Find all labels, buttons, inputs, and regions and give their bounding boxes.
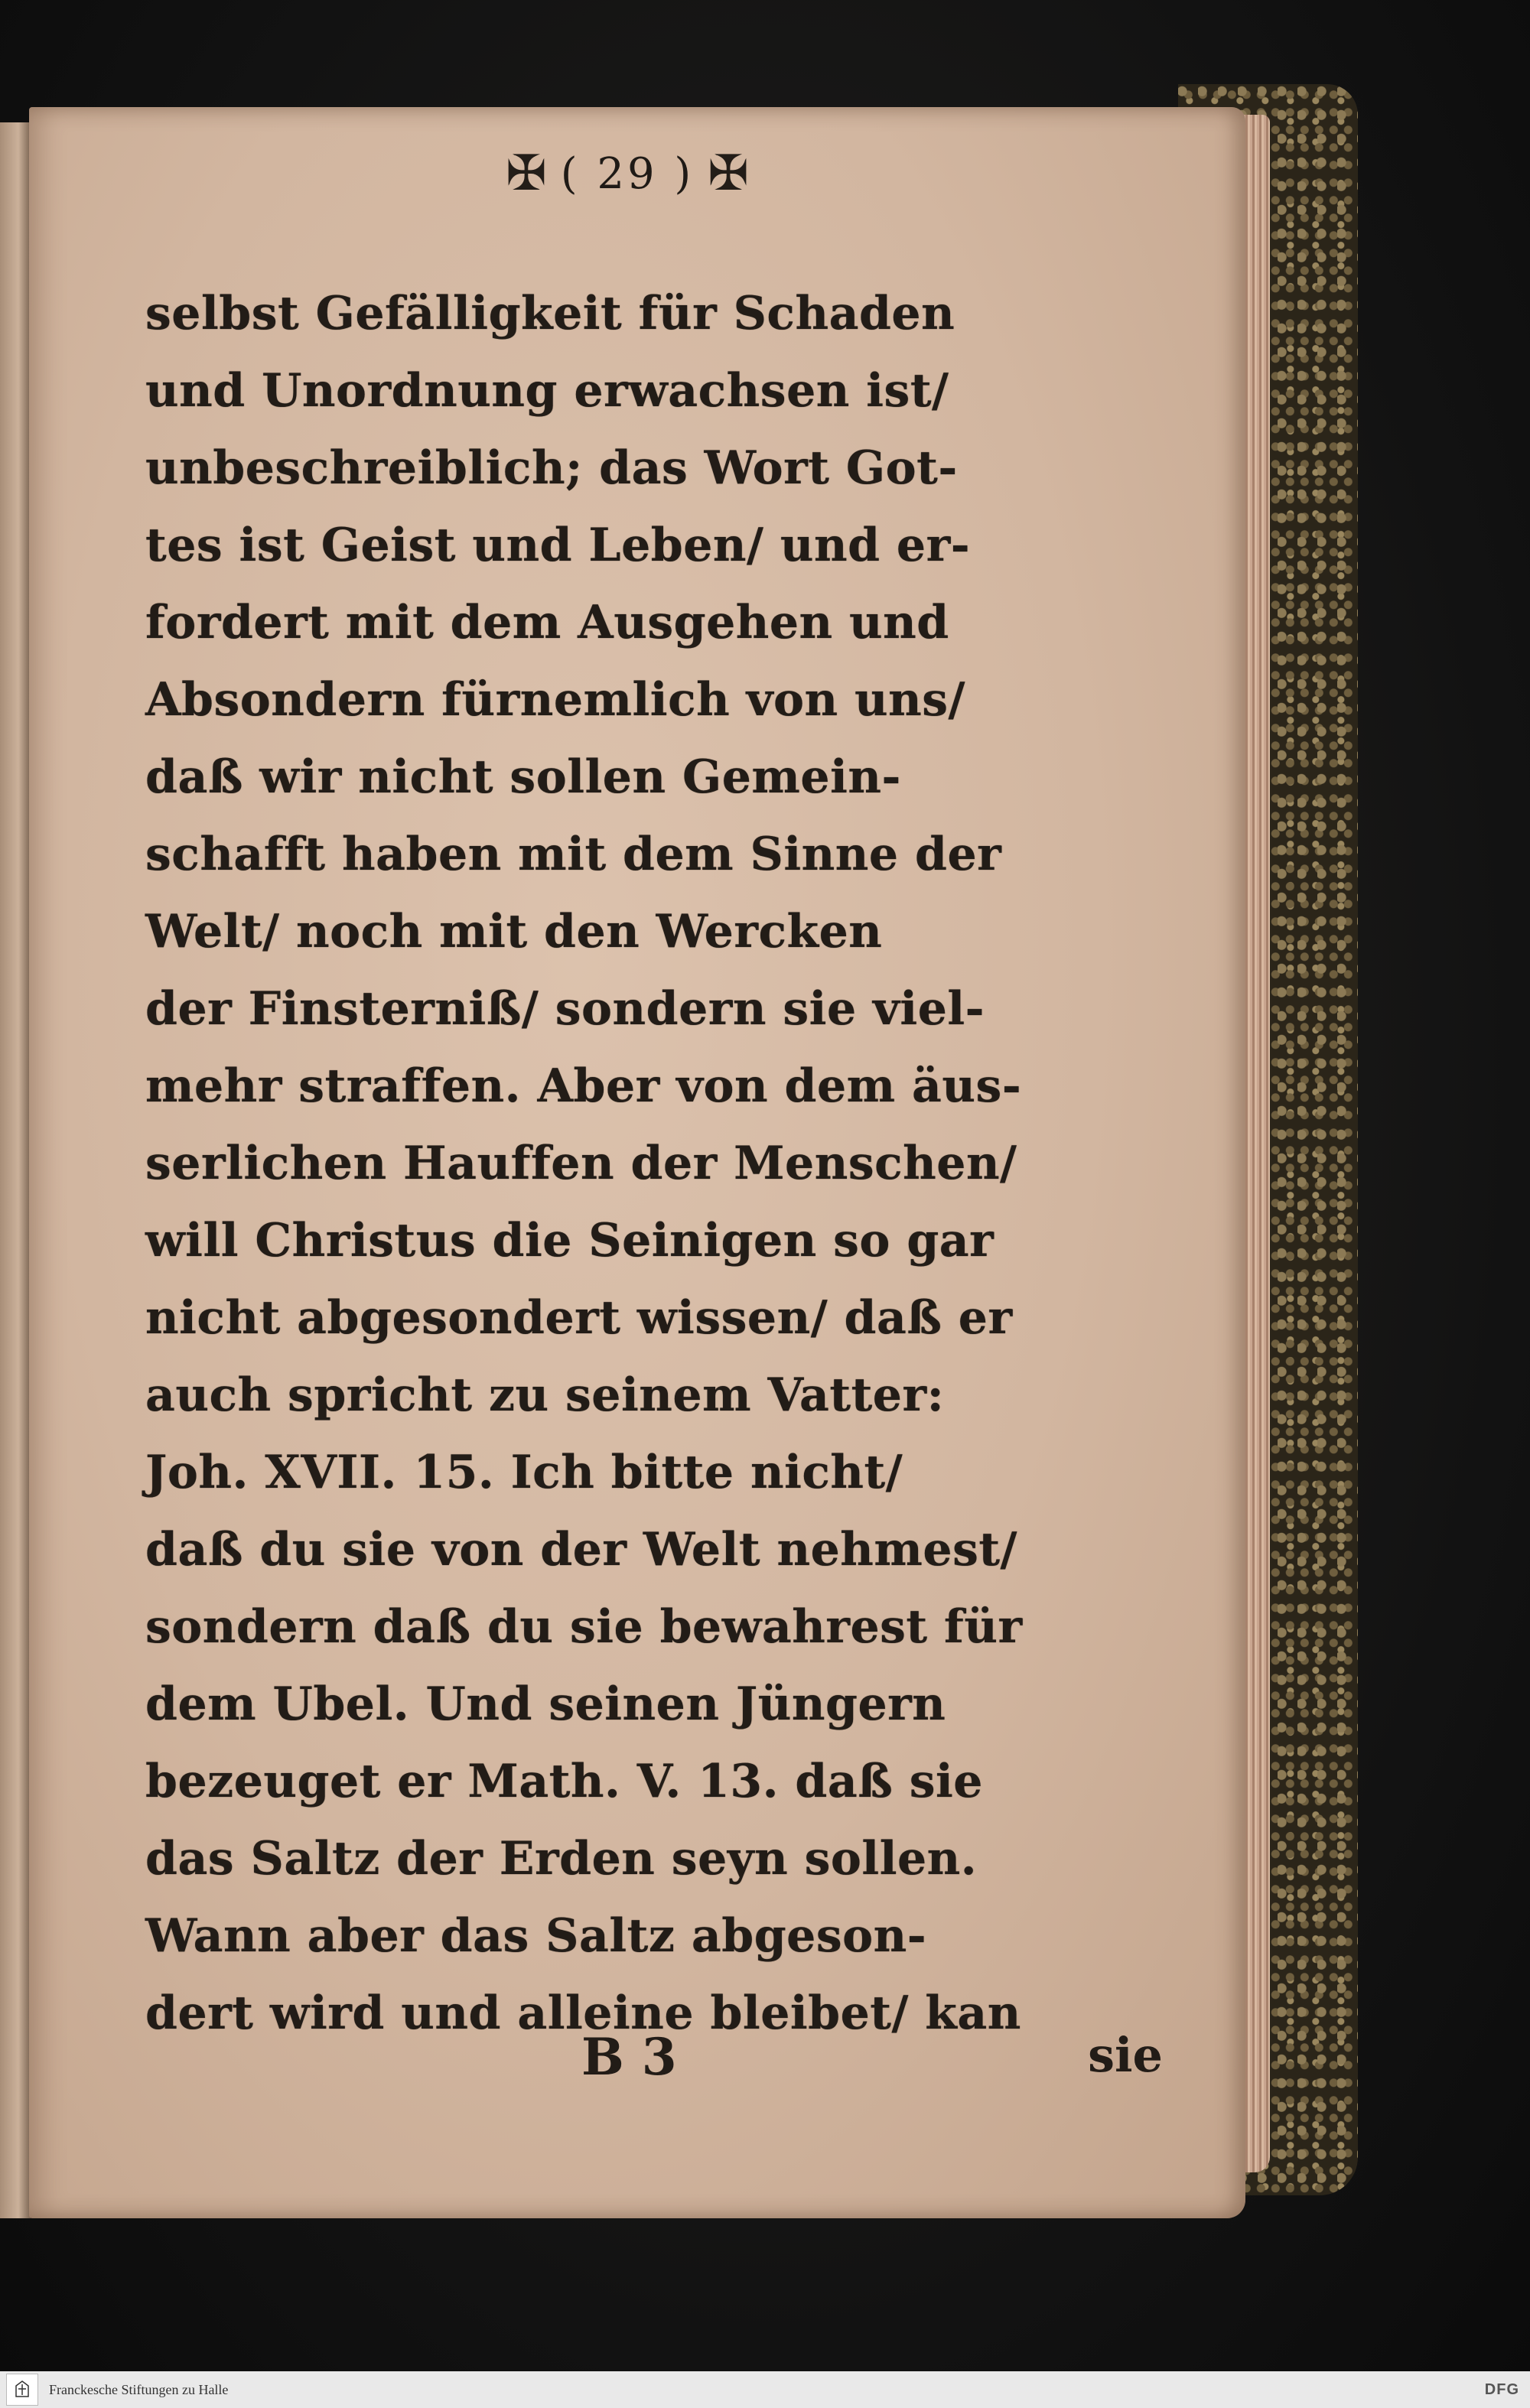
text-line: bezeuget er Math. V. 13. daß sie — [145, 1755, 983, 1808]
text-line: daß du sie von der Welt nehmest/ — [145, 1523, 1017, 1577]
text-line: unbeschreiblich; das Wort Got- — [145, 441, 958, 495]
text-line: will Christus die Seinigen so gar — [145, 1214, 994, 1267]
page-header — [428, 132, 826, 216]
signature-mark: B 3 — [581, 2027, 677, 2087]
catchword: sie — [1088, 2027, 1163, 2083]
text-line: Wann aber das Saltz abgeson- — [145, 1909, 927, 1963]
text-line: Joh. XVII. 15. Ich bitte nicht/ — [145, 1446, 903, 1499]
text-line: schafft haben mit dem Sinne der — [145, 828, 1002, 881]
ornament-left-icon: ✠ — [506, 145, 547, 202]
page-number: ( 29 ) — [560, 148, 695, 199]
text-line: der Finsterniß/ sondern sie viel- — [145, 982, 985, 1036]
page-footer — [145, 2027, 1163, 2111]
institution-name[interactable]: Franckesche Stiftungen zu Halle — [49, 2381, 229, 2397]
text-line: Absondern fürnemlich von uns/ — [145, 673, 965, 727]
text-line: dem Ubel. Und seinen Jüngern — [145, 1677, 946, 1731]
text-line: auch spricht zu seinem Vatter: — [145, 1368, 945, 1422]
text-line: mehr straffen. Aber von dem äus- — [145, 1059, 1022, 1113]
body-text — [145, 275, 1140, 2052]
text-line: sondern daß du sie bewahrest für — [145, 1600, 1023, 1654]
left-page-edge — [0, 122, 31, 2218]
text-line: und Unordnung erwachsen ist/ — [145, 364, 949, 418]
text-line: dert wird und alleine bleibet/ kan — [145, 1987, 1021, 2040]
dfg-logo[interactable]: DFG — [1484, 2380, 1519, 2398]
ornament-right-icon: ✠ — [708, 145, 749, 202]
text-line: das Saltz der Erden seyn sollen. — [145, 1832, 978, 1886]
text-line: selbst Gefälligkeit für Schaden — [145, 287, 955, 340]
text-line: tes ist Geist und Leben/ und er- — [145, 519, 971, 572]
text-line: serlichen Hauffen der Menschen/ — [145, 1137, 1017, 1190]
viewer-footer-bar — [0, 2371, 1530, 2408]
text-line: nicht abgesondert wissen/ daß er — [145, 1291, 1013, 1345]
text-line: Welt/ noch mit den Wercken — [145, 905, 883, 958]
francke-foundation-logo-icon[interactable] — [6, 2374, 38, 2406]
text-line: fordert mit dem Ausgehen und — [145, 596, 949, 649]
text-line: daß wir nicht sollen Gemein- — [145, 750, 901, 804]
